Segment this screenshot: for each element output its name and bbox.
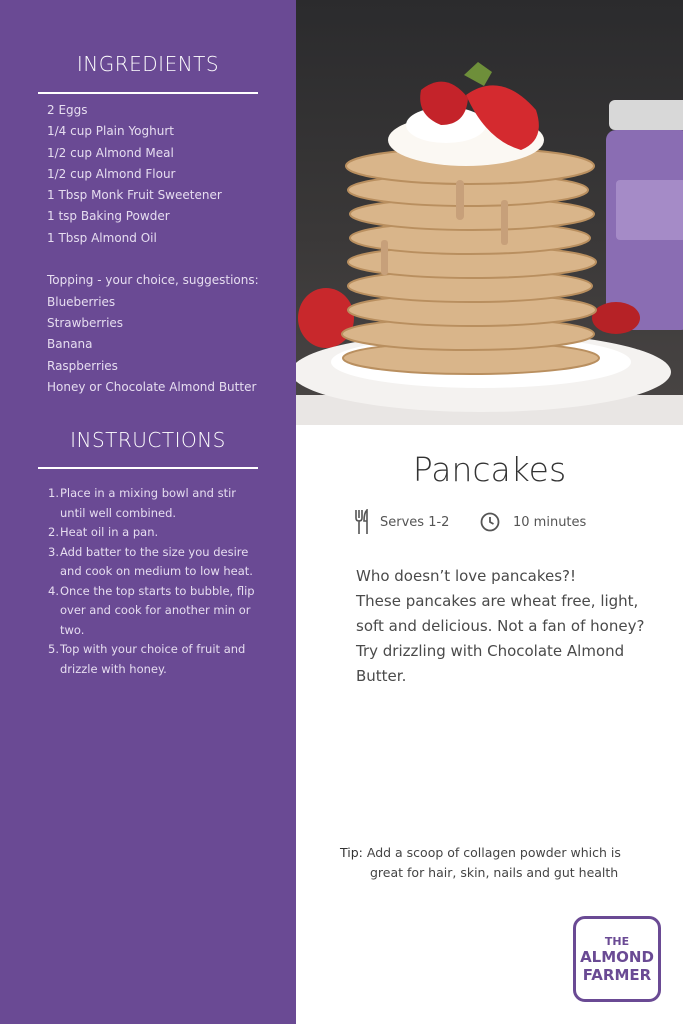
logo-line: FARMER <box>582 965 652 984</box>
clock-icon <box>480 512 500 532</box>
description-line: Who doesn’t love pancakes?! <box>356 567 576 585</box>
description-line: Try drizzling with Chocolate Almond <box>356 642 625 660</box>
recipe-description <box>356 564 656 689</box>
ingredient-item: 2 Eggs <box>47 103 88 117</box>
serves-info <box>354 508 449 536</box>
description-line: These pancakes are wheat free, light, <box>356 592 639 610</box>
instructions-list <box>48 484 260 679</box>
recipe-title: Pancakes <box>412 450 567 489</box>
step-number: 4. <box>48 583 59 598</box>
ingredients-title: INGREDIENTS <box>76 52 220 76</box>
tip-label: Tip: <box>340 845 363 860</box>
topping-item: Raspberries <box>47 358 118 373</box>
instructions-divider <box>38 467 258 469</box>
step-text: Once the top starts to bubble, flip over and cook for another min or two. <box>60 583 255 637</box>
step-number: 5. <box>48 642 59 656</box>
sidebar <box>0 0 296 1024</box>
topping-item: Banana <box>47 337 93 352</box>
tip-note <box>340 843 640 883</box>
ingredient-item: 1 tsp Baking Powder <box>47 209 170 224</box>
tip-text-line2: great for hair, skin, nails and gut health <box>370 865 619 880</box>
ingredients-list <box>47 100 259 398</box>
ingredient-item: 1/2 cup Almond Meal <box>47 145 174 160</box>
almond-farmer-logo <box>573 916 661 1002</box>
time-text: 10 minutes <box>513 514 587 530</box>
step-number: 2. <box>48 525 59 539</box>
serves-text: Serves 1-2 <box>380 514 450 530</box>
ingredient-item: 1/4 cup Plain Yoghurt <box>47 124 174 139</box>
description-line: Butter. <box>356 667 407 685</box>
ingredients-divider <box>38 92 258 94</box>
pancake-stack-illustration <box>296 0 683 425</box>
topping-item: Honey or Chocolate Almond Butter <box>47 379 257 394</box>
instruction-step <box>48 484 260 523</box>
step-text: Heat oil in a pan. <box>60 525 159 539</box>
topping-item: Blueberries <box>47 294 116 309</box>
description-line: soft and delicious. Not a fan of honey? <box>356 617 645 635</box>
logo-line: THE <box>604 934 630 948</box>
instructions-title: INSTRUCTIONS <box>70 428 226 452</box>
ingredient-item: 1/2 cup Almond Flour <box>47 166 176 181</box>
ingredient-item: 1 Tbsp Almond Oil <box>47 230 157 245</box>
instruction-step <box>48 640 260 679</box>
step-text: Place in a mixing bowl and stir until well combined. <box>60 486 237 520</box>
logo-line: ALMOND <box>580 947 654 966</box>
step-number: 1. <box>48 486 59 500</box>
cutlery-icon <box>354 509 370 535</box>
instruction-step <box>48 543 260 582</box>
list-spacer <box>47 249 259 270</box>
pancake-photo <box>296 0 683 425</box>
step-text: Top with your choice of fruit and drizzle with honey. <box>60 642 246 676</box>
instruction-step <box>48 523 260 543</box>
topping-item: Strawberries <box>47 315 124 330</box>
time-info <box>480 508 586 536</box>
instruction-step <box>48 582 260 641</box>
step-text: Add batter to the size you desire and cook on medium to low heat. <box>60 544 253 578</box>
step-number: 3. <box>48 544 59 559</box>
topping-heading: Topping - your choice, suggestions: <box>47 273 259 288</box>
tip-text-line1: Add a scoop of collagen powder which is <box>366 845 621 860</box>
ingredient-item: 1 Tbsp Monk Fruit Sweetener <box>47 188 222 203</box>
